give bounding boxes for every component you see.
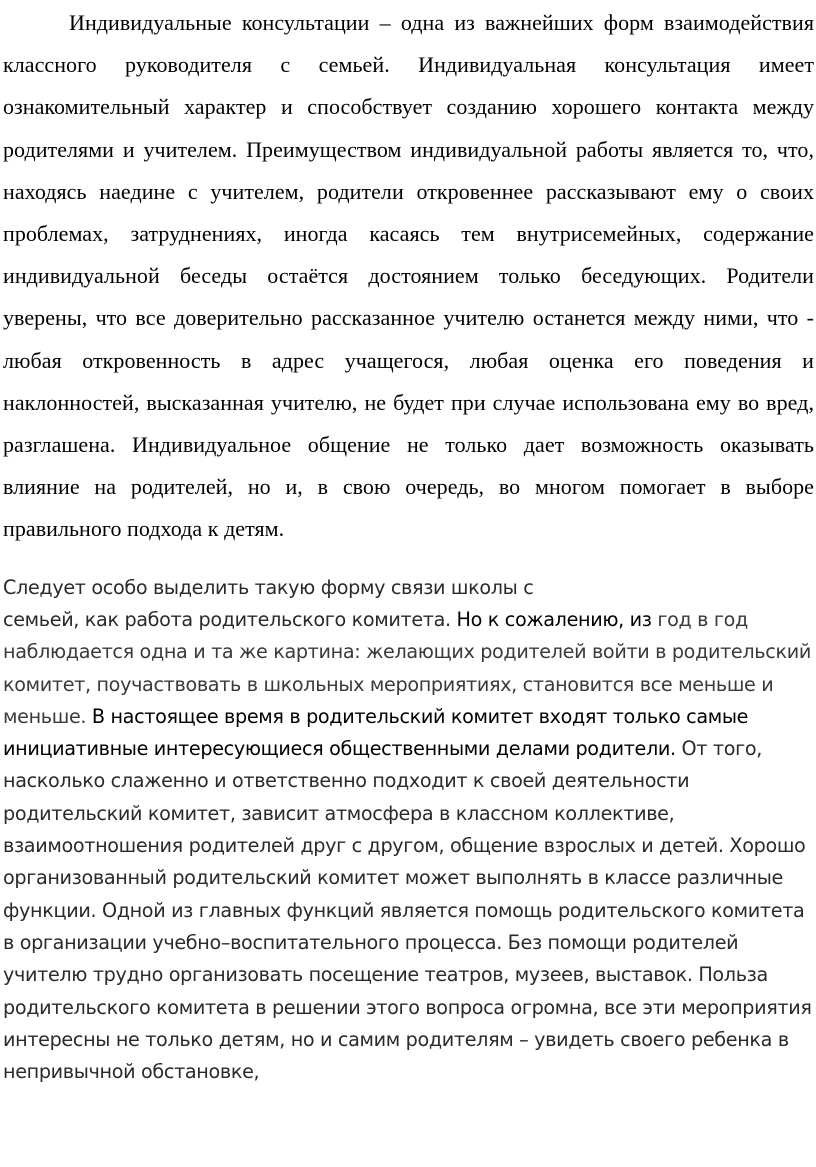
paragraph2-part-c: год в год наблюдается одна и та же картина: желающих родителей войти в родительский комитет, поучаствовать в школьных мероприятиях, становится все меньше и меньше. bbox=[3, 607, 811, 728]
paragraph2-part-e: От того, насколько слаженно и ответственно подходит к своей деятельности родительский комитет, зависит атмосфера в классном коллективе, взаимоотношения родителей друг с другом, общение взрослых и детей. Хорошо организованный родительский комитет может выполнять в классе различные функции. Одной из главных функций является помощь родительского комитета в организации учебно–воспитательного процесса. Без помощи родителей учителю трудно организовать посещение театров, музеев, выставок. Польза родительского комитета в решении этого вопроса огромна, все эти мероприятия интересны не только детям, но и самим родителям – увидеть своего ребенка в непривычной обстановке, bbox=[3, 737, 812, 1084]
paragraph-parent-committee bbox=[3, 572, 814, 1089]
paragraph2-line1: Следует особо выделить такую форму связи школы с bbox=[3, 575, 534, 599]
paragraph2-part-a: семьей, как работа родительского комитета. bbox=[3, 607, 451, 631]
paragraph-individual-consultations: Индивидуальные консультации – одна из важнейших форм взаимодействия классного руководителя с семьей. Индивидуальная консультация имеет ознакомительный характер и способствует созданию хорошего контакта между родителями и учителем. Преимуществом индивидуальной работы является то, что, находясь наедине с учителем, родители откровеннее рассказывают ему о своих проблемах, затруднениях, иногда касаясь тем внутрисемейных, содержание индивидуальной беседы остаётся достоянием только беседующих. Родители уверены, что все доверительно рассказанное учителю останется между ними, что - любая откровенность в адрес учащегося, любая оценка его поведения и наклонностей, высказанная учителю, не будет при случае использована ему во вред, разглашена. Индивидуальное общение не только дает возможность оказывать влияние на родителей, но и, в свою очередь, во многом помогает в выборе правильного подхода к детям. bbox=[3, 10, 814, 542]
paragraph2-part-b: Но к сожалению, из bbox=[450, 607, 652, 631]
paragraph2-part-d: В настоящее время в родительский комитет входят только самые инициативные интересующиеся общественными делами родители. bbox=[3, 704, 749, 761]
